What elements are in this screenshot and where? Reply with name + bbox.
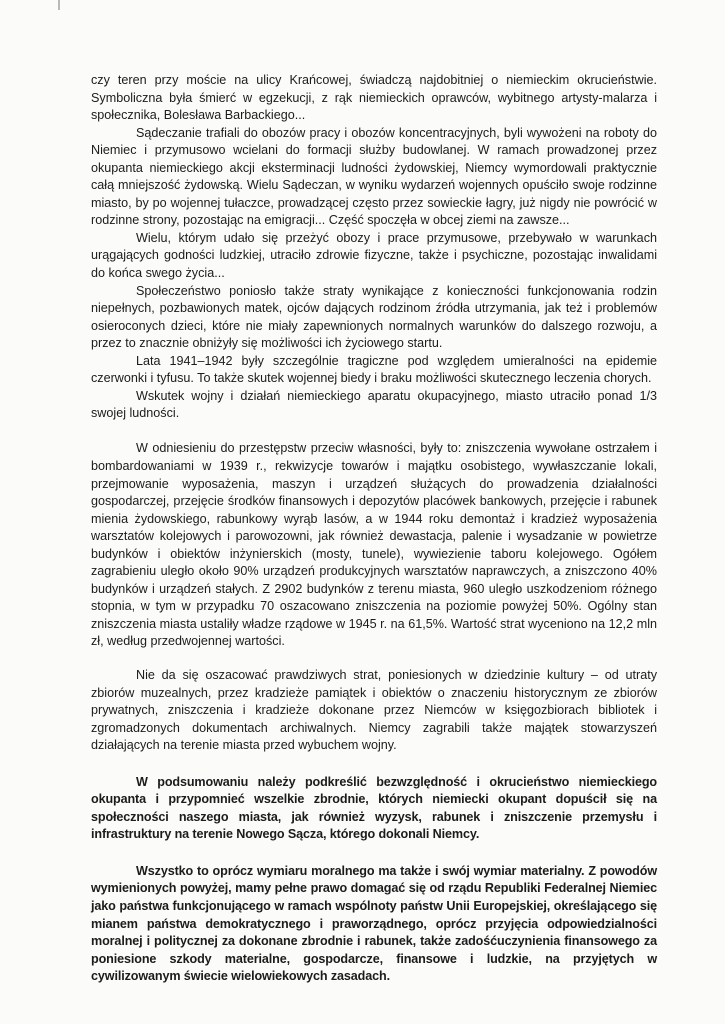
paragraph-culture-losses: Nie da się oszacować prawdziwych strat, poniesionych w dziedzinie kultury – od utraty zbiorów muzealnych, przez kradzieże pamiątek i obiektów o znaczeniu historycznym ze zbiorów prywatnych, zniszczenia i kradzieże dokonane przez Niemców w księgozbiorach bibliotek i zgromadzonych dokumentach archiwalnych. Niemcy zagrabili także majątek stowarzyszeń działających na terenie miasta przed wybuchem wojny. bbox=[91, 668, 657, 753]
paragraph-population-loss: Wskutek wojny i działań niemieckiego aparatu okupacyjnego, miasto utraciło ponad 1/3 swojej ludności. bbox=[91, 388, 657, 421]
document-body bbox=[91, 72, 657, 986]
scan-mark bbox=[58, 0, 60, 10]
paragraph-camps: Sądeczanie trafiali do obozów pracy i obozów koncentracyjnych, byli wywożeni na roboty do Niemiec i przymusowo wcielani do formacji służby budowlanej. W ramach prowadzonej przez okupanta niemieckiego akcji eksterminacji ludności żydowskiej, Niemcy wymordowali praktycznie całą mniejszość żydowską. Wielu Sądeczan, w wyniku wydarzeń wojennych opuściło swoje rodzinne miasto, by po wojennej tułaczce, prowadzącej często przez sowieckie łagry, już nigdy nie powrócić w rodzinne strony, pozostając na emigracji... Część spoczęła w obcej ziemi na zawsze... bbox=[91, 125, 657, 228]
paragraph-compensation: Wszystko to oprócz wymiaru moralnego ma także i swój wymiar materialny. Z powodów wymienionych powyżej, mamy pełne prawo domagać się od rządu Republiki Federalnej Niemiec jako państwa funkcjonującego w ramach wspólnoty państw Unii Europejskiej, określającego się mianem państwa demokratycznego i praworządnego, oprócz przyjęcia odpowiedzialności moralnej i politycznej za dokonane zbrodnie i rabunek, także zadośćuczynienia finansowego za poniesione szkody materialne, gospodarcze, finansowe i ludzkie, na przyjętych w cywilizowanym świecie wielowiekowych zasadach. bbox=[91, 863, 657, 984]
paragraph-summary: W podsumowaniu należy podkreślić bezwzględność i okrucieństwo niemieckiego okupanta i przypomnieć wszelkie zbrodnie, których niemiecki okupant dopuścił się na społeczności naszego miasta, jak również wyzysk, rabunek i zniszczenie przemysłu i infrastruktury na terenie Nowego Sącza, którego dokonali Niemcy. bbox=[91, 774, 657, 842]
paragraph-social-losses: Społeczeństwo poniosło także straty wynikające z konieczności funkcjonowania rodzin niepełnych, pozbawionych matek, ojców dających rodzinom źródła utrzymania, jak też i problemów osieroconych dzieci, które nie miały zapewnionych normalnych warunków do dalszego rozwoju, a przez to znacznie obniżyły się możliwości ich życiowego startu. bbox=[91, 283, 657, 351]
paragraph-property-crimes: W odniesieniu do przestępstw przeciw własności, były to: zniszczenia wywołane ostrzałem i bombardowaniami w 1939 r., rekwizycje towarów i majątku osobistego, wywłaszczanie lokali, przejmowanie wyposażenia, maszyn i urządzeń służących do prowadzenia działalności gospodarczej, przejęcie środków finansowych i depozytów placówek bankowych, przejęcie i rabunek mienia żydowskiego, rabunkowy wyrąb lasów, a w 1944 roku demontaż i kradzież wyposażenia warsztatów kolejowych i parowozowni, jak również dewastacja, palenie i wysadzanie w powietrze budynków i obiektów inżynierskich (mosty, tunele), wywiezienie taboru kolejowego. Ogółem zagrabieniu uległo około 90% urządzeń produkcyjnych warsztatów naprawczych, a zniszczono 40% budynków i urządzeń stałych. Z 2902 budynków z terenu miasta, 960 uległo uszkodzeniom różnego stopnia, w tym w przypadku 70 oszacowano zniszczenia na poziomie powyżej 50%. Ogólny stan zniszczenia miasta ustaliły władze rządowe w 1945 r. na 61,5%. Wartość strat wyceniono na 12,2 mln zł, według przedwojennej wartości. bbox=[91, 441, 657, 649]
paragraph-barbacki: czy teren przy moście na ulicy Krańcowej, świadczą najdobitniej o niemieckim okrucieństwie. Symboliczna była śmierć w egzekucji, z rąk niemieckich oprawców, wybitnego artysty-malarza i społecznika, Bolesława Barbackiego... bbox=[91, 73, 657, 123]
paragraph-survivors: Wielu, którym udało się przeżyć obozy i prace przymusowe, przebywało w warunkach urągających godności ludzkiej, utraciło zdrowie fizyczne, także i psychiczne, pozostając inwalidami do końca swego życia... bbox=[91, 230, 657, 281]
paragraph-epidemics: Lata 1941–1942 były szczególnie tragiczne pod względem umieralności na epidemie czerwonki i tyfusu. To także skutek wojennej biedy i braku możliwości skutecznego leczenia chorych. bbox=[91, 353, 657, 386]
